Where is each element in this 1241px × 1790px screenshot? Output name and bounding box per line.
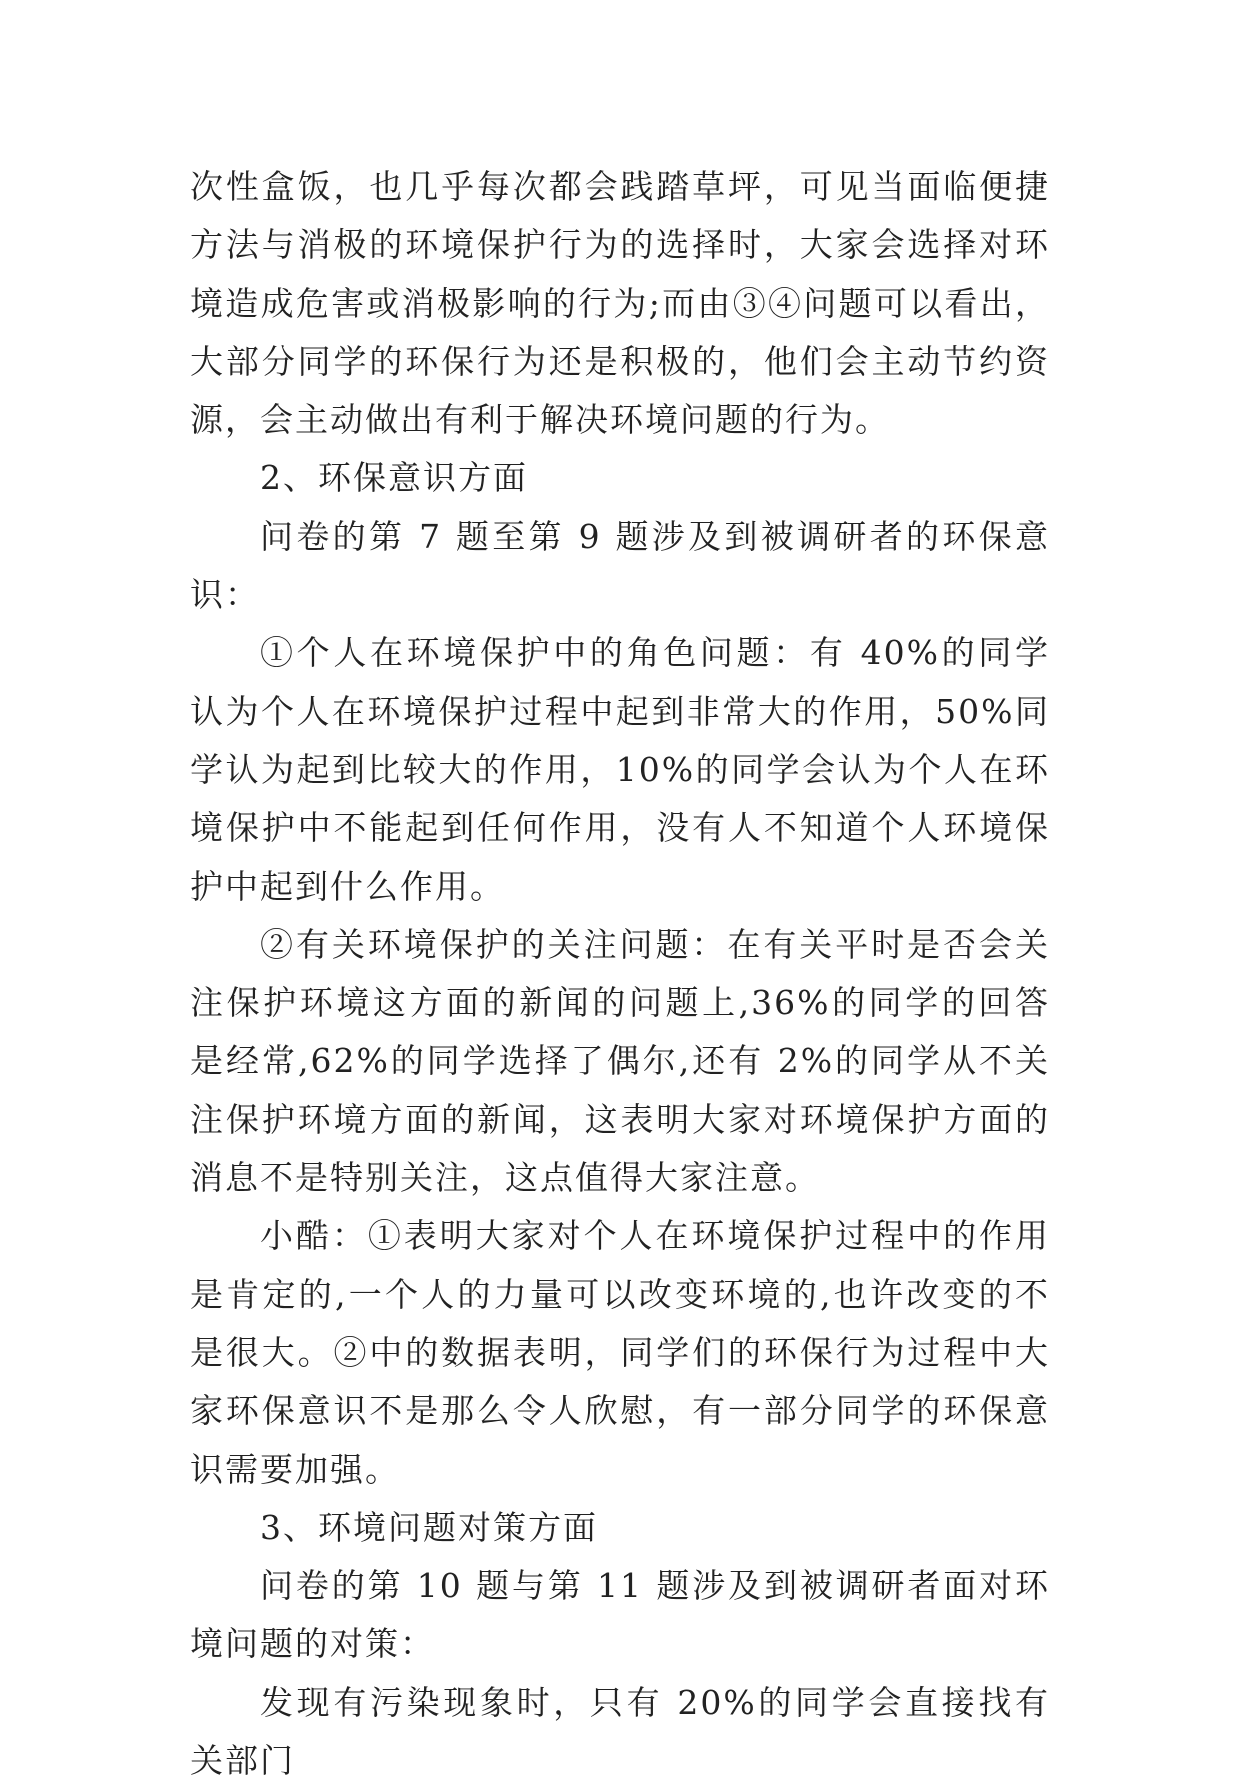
paragraph-8: 问卷的第 10 题与第 11 题涉及到被调研者面对环境问题的对策：: [190, 1566, 1050, 1664]
paragraph-9: 发现有污染现象时，只有 20%的同学会直接找有关部门: [190, 1682, 1050, 1781]
paragraph-3: 问卷的第 7 题至第 9 题涉及到被调研者的环保意识：: [190, 516, 1050, 615]
paragraph-4: ①个人在环境保护中的角色问题：有 40%的同学认为个人在环境保护过程中起到非常大的作用，50%同学认为起到比较大的作用，10%的同学会认为个人在环境保护中不能起到任何作用，没有人不知道个人环境保护中起到什么作用。: [190, 633, 1050, 906]
paragraph-6: 小酷：①表明大家对个人在环境保护过程中的作用是肯定的,一个人的力量可以改变环境的,也许改变的不是很大。②中的数据表明，同学们的环保行为过程中大家环保意识不是那么令人欣慰，有一部分同学的环保意识需要加强。: [190, 1216, 1050, 1489]
paragraph-1: 次性盒饭，也几乎每次都会践踏草坪，可见当面临便捷方法与消极的环境保护行为的选择时，大家会选择对环境造成危害或消极影响的行为;而由③④问题可以看出，大部分同学的环保行为还是积极的，他们会主动节约资源，会主动做出有利于解决环境问题的行为。: [190, 167, 1050, 440]
document-body: [190, 158, 1050, 1790]
paragraph-5: ②有关环境保护的关注问题：在有关平时是否会关注保护环境这方面的新闻的问题上,36%的同学的回答是经常,62%的同学选择了偶尔,还有 2%的同学从不关注保护环境方面的新闻，这表明大家对环境保护方面的消息不是特别关注，这点值得大家注意。: [190, 924, 1050, 1198]
section-heading-countermeasures: 3、环境问题对策方面: [260, 1507, 598, 1547]
section-heading-awareness: 2、环保意识方面: [260, 458, 528, 498]
